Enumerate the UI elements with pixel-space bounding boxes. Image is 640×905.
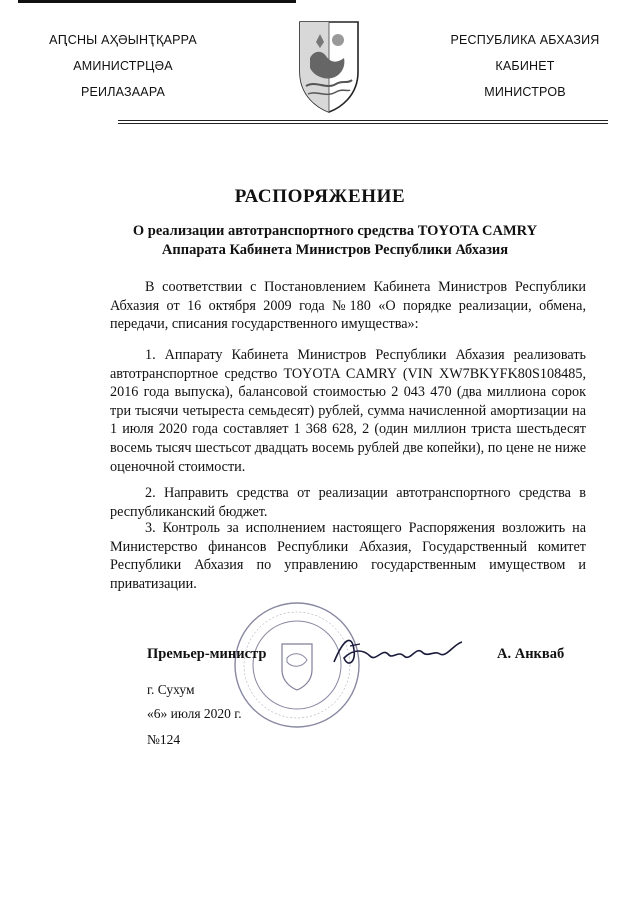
item-2-paragraph: 2. Направить средства от реализации автотранспортного средства в республиканский бюджет. [110,485,586,520]
document-title: РАСПОРЯЖЕНИЕ [234,186,406,207]
header-divider-bottom [118,123,608,124]
signatory-name: А. Анкваб [497,646,565,662]
header-right-line-1: РЕСПУБЛИКА АБХАЗИЯ [450,33,600,47]
header-left-line-2: АМИНИСТРЦӘА [73,59,173,73]
item-3-paragraph: 3. Контроль за исполнением настоящего Распоряжения возложить на Министерство финансов Республики Абхазия, Государственный комитет Республики Абхазия по управлению государственным имуществом и приватизации. [110,520,586,592]
handwritten-signature-icon [330,628,470,676]
issue-date: «6» июля 2020 г. [147,706,242,721]
header-left-line-3: РЕИЛАЗААРА [80,85,166,99]
header-right-russian [440,33,610,111]
header-left-abkhaz [38,33,208,111]
item-1-text: 1. Аппарату Кабинета Министров Республики Абхазия реализовать автотранспортное средство TOYOTA CAMRY (VIN XW7BKYFK80S108485, 2016 года выпуска), балансовой стоимостью 2 043 470 (два миллиона сорок три тысячи четыреста семьдесят) рублей, сумма начисленной амортизации на 1 июля 2020 года составляет 1 368 628, 2 (один миллион триста шестьдесят восемь тысяч шестьсот двадцать восемь рублей две копейки), по цене не ниже оценочной стоимости. [110,347,586,475]
header-divider-top [118,120,608,121]
top-edge-line [18,0,296,3]
issue-city: г. Сухум [147,682,195,697]
header-left-line-1: АԤСНЫ АҲӘЫНҬҚАРРА [49,33,197,47]
header-right-line-2: КАБИНЕТ [495,59,555,73]
header-right-line-3: МИНИСТРОВ [484,85,566,99]
preamble-paragraph: В соответствии с Постановлением Кабинета Министров Республики Абхазия от 16 октября 2009 года №180 «О порядке реализации, обмена, передачи, списания государственного имущества»: [110,279,586,333]
document-subtitle [110,222,560,260]
subtitle-line-2: Аппарата Кабинета Министров Республики Абхазия [161,242,509,258]
subtitle-line-1: О реализации автотранспортного средства TOYOTA CAMRY [132,223,538,239]
signatory-position: Премьер-министр [147,646,267,662]
document-number: №124 [147,732,181,747]
coat-of-arms-icon [296,20,362,114]
item-1-paragraph [110,346,586,476]
